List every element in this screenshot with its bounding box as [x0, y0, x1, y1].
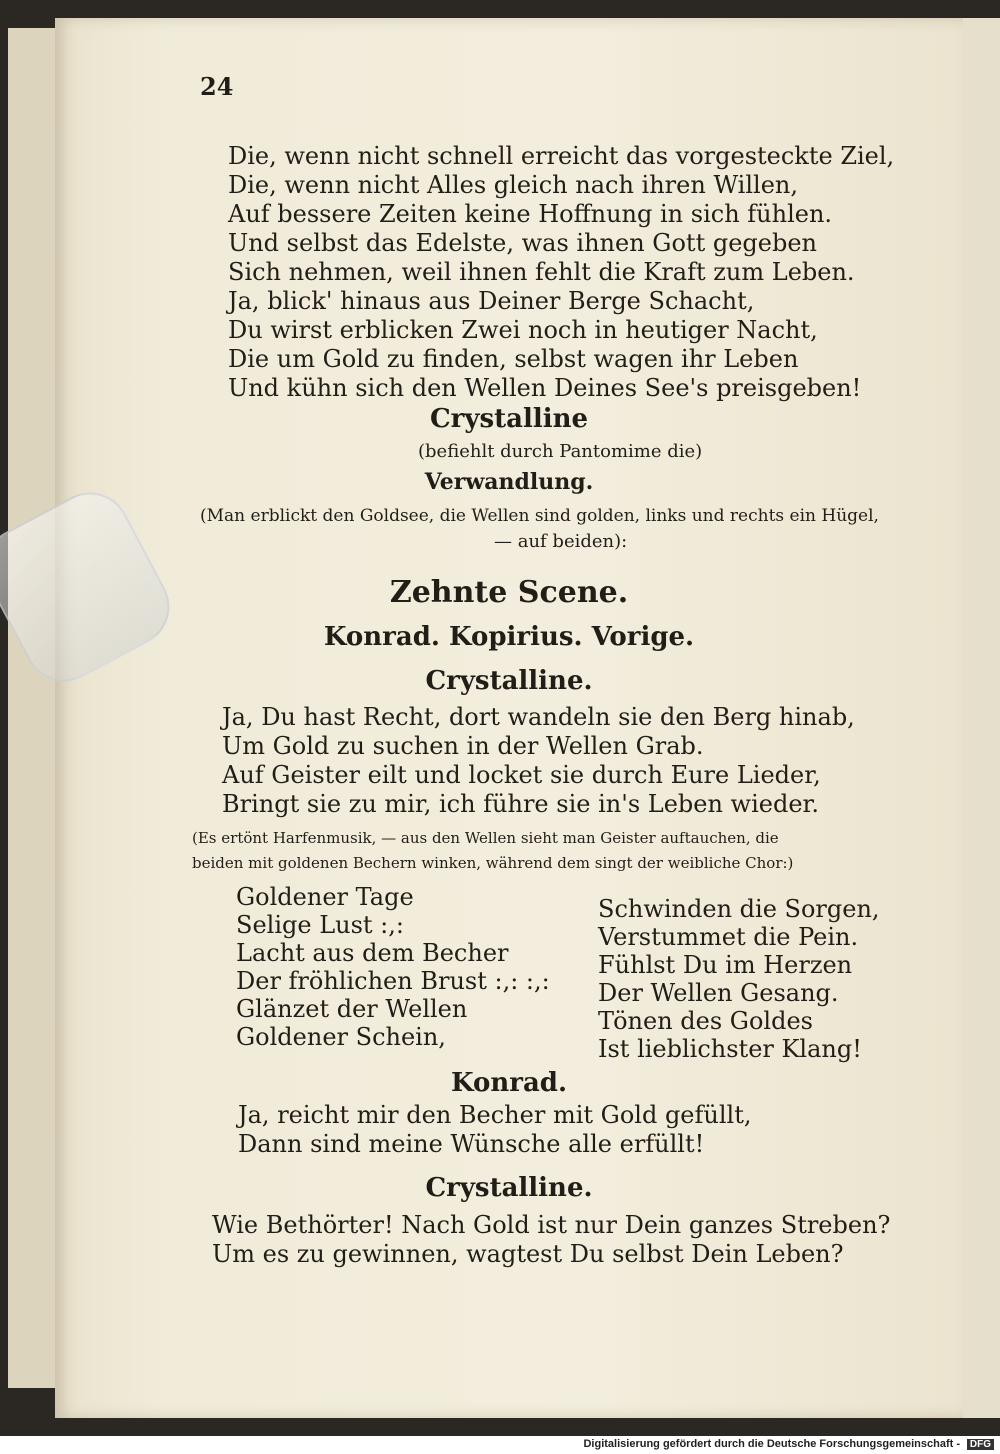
- chorus-line: Goldener Schein,: [236, 1023, 446, 1051]
- stage-direction: beiden mit goldenen Bechern winken, während dem singt der weibliche Chor:): [192, 854, 794, 872]
- stage-direction: Verwandlung.: [424, 469, 594, 495]
- character-list: Konrad. Kopirius. Vorige.: [323, 622, 695, 652]
- verse-line: Ja, Du hast Recht, dort wandeln sie den Berg hinab,: [222, 703, 855, 731]
- chorus-line: Tönen des Goldes: [598, 1007, 813, 1035]
- chorus-line: Der Wellen Gesang.: [598, 979, 839, 1007]
- stage-direction: (Es ertönt Harfenmusik, — aus den Wellen sieht man Geister auftauchen, die: [192, 829, 779, 847]
- verse-line: Die, wenn nicht Alles gleich nach ihren Willen,: [228, 171, 798, 199]
- verse-line: Ja, reicht mir den Becher mit Gold gefüllt,: [238, 1101, 752, 1129]
- verse-line: Sich nehmen, weil ihnen fehlt die Kraft zum Leben.: [228, 258, 855, 286]
- chorus-line: Selige Lust :,:: [236, 911, 404, 939]
- speaker-name: Konrad.: [450, 1068, 568, 1098]
- verse-line: Und selbst das Edelste, was ihnen Gott gegeben: [228, 229, 817, 257]
- verse-line: Und kühn sich den Wellen Deines See's preisgeben!: [228, 374, 862, 402]
- chorus-line: Glänzet der Wellen: [236, 995, 468, 1023]
- chorus-line: Verstummet die Pein.: [598, 923, 859, 951]
- chorus-line: Lacht aus dem Becher: [236, 939, 509, 967]
- page-number: 24: [200, 72, 234, 101]
- verse-line: Ja, blick' hinaus aus Deiner Berge Schacht,: [228, 287, 755, 315]
- chorus-line: Ist lieblichster Klang!: [598, 1035, 862, 1063]
- stage-direction: (befiehlt durch Pantomime die): [418, 441, 703, 462]
- verse-line: Die, wenn nicht schnell erreicht das vorgesteckte Ziel,: [228, 142, 895, 170]
- verse-line: Um Gold zu suchen in der Wellen Grab.: [222, 732, 704, 760]
- verse-line: Die um Gold zu finden, selbst wagen ihr Leben: [228, 345, 799, 373]
- verse-line: Du wirst erblicken Zwei noch in heutiger Nacht,: [228, 316, 818, 344]
- dfg-logo: DFG: [967, 1439, 994, 1450]
- chorus-line: Goldener Tage: [236, 883, 414, 911]
- scene-title: Zehnte Scene.: [389, 575, 629, 610]
- verse-line: Um es zu gewinnen, wagtest Du selbst Dein Leben?: [212, 1240, 844, 1268]
- speaker-name: Crystalline.: [425, 1173, 593, 1203]
- speaker-name: Crystalline.: [425, 666, 593, 696]
- verse-line: Dann sind meine Wünsche alle erfüllt!: [238, 1130, 705, 1158]
- verse-line: Auf Geister eilt und locket sie durch Eure Lieder,: [222, 761, 821, 789]
- verse-line: Auf bessere Zeiten keine Hoffnung in sich fühlen.: [228, 200, 833, 228]
- chorus-line: Schwinden die Sorgen,: [598, 895, 880, 923]
- chorus-line: Der fröhlichen Brust :,: :,:: [236, 967, 550, 995]
- verse-line: Wie Bethörter! Nach Gold ist nur Dein ganzes Streben?: [212, 1211, 891, 1239]
- stage-direction: (Man erblickt den Goldsee, die Wellen sind golden, links und rechts ein Hügel,: [200, 506, 879, 526]
- chorus-line: Fühlst Du im Herzen: [598, 951, 853, 979]
- verse-line: Bringt sie zu mir, ich führe sie in's Leben wieder.: [222, 790, 820, 818]
- speaker-name: Crystalline: [429, 404, 589, 434]
- next-page-edge: [962, 18, 1000, 1418]
- funding-footer: Digitalisierung gefördert durch die Deutsche Forschungsgemeinschaft -: [583, 1438, 960, 1450]
- stage-direction: — auf beiden):: [494, 531, 628, 552]
